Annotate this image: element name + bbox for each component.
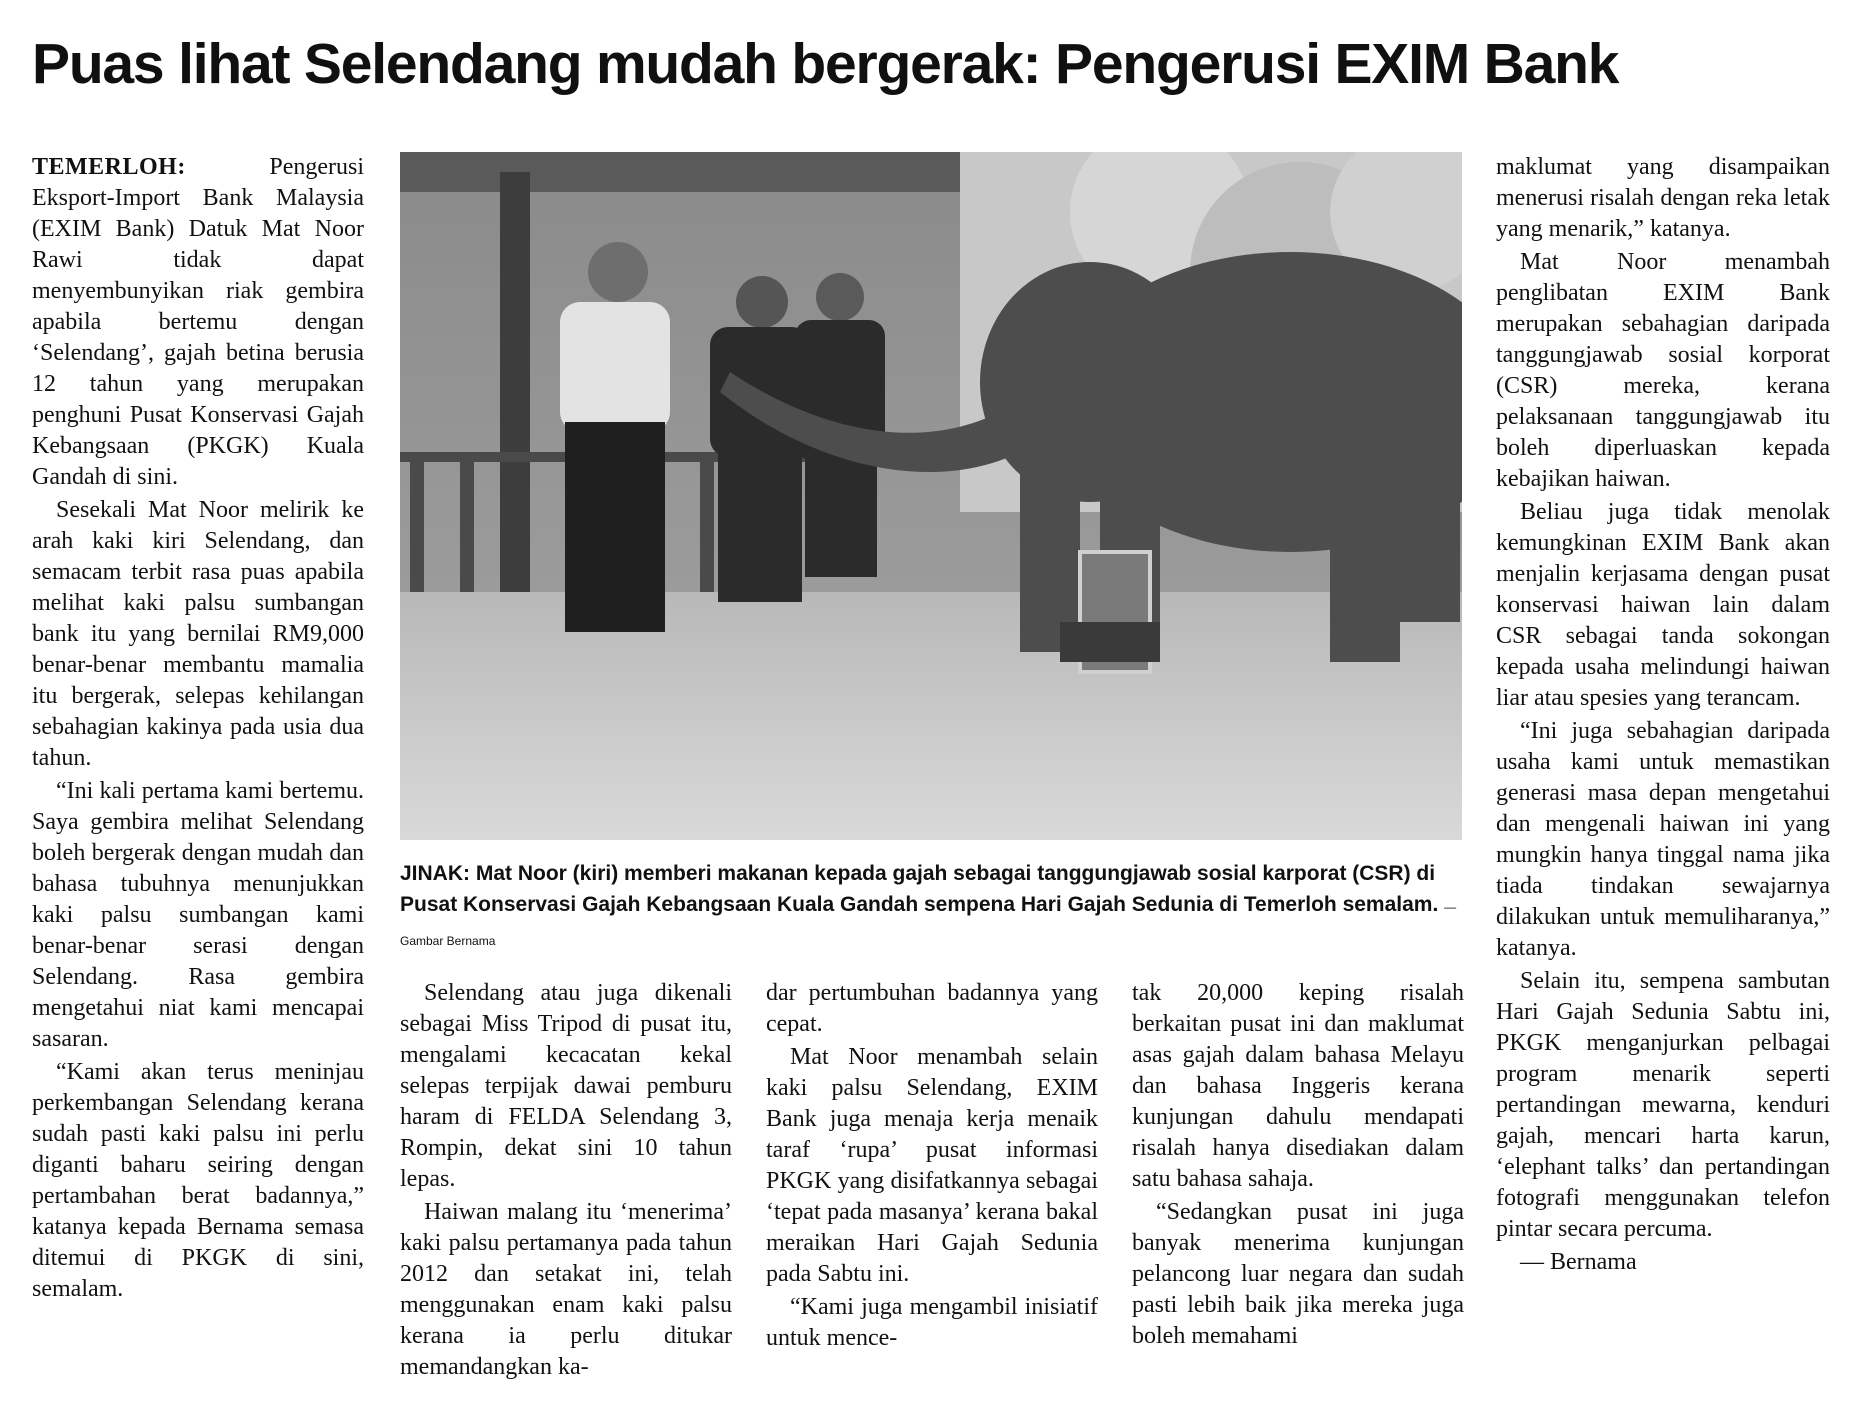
- news-photo-elephant: [400, 152, 1462, 840]
- paragraph: [32, 152, 364, 493]
- paragraph: Selendang atau juga dikenali sebagai Miss Tripod di pusat itu, mengalami kecacatan kekal selepas terpijak dawai pemburu haram di FELDA Selendang 3, Rompin, dekat sini 10 tahun lepas.: [400, 980, 732, 1192]
- paragraph-text: Pengerusi Eksport-Import Bank Malaysia (EXIM Bank) Datuk Mat Noor Rawi tidak dapat menyembunyikan riak gembira apabila bertemu dengan ‘Selendang’, gajah betina berusia 12 tahun yang merupakan penghuni Pusat Konservasi Gajah Kebangsaan (PKGK) Kuala Gandah di sini.: [32, 154, 364, 490]
- photo-caption: [400, 858, 1462, 957]
- paragraph: “Ini juga sebahagian daripada usaha kami untuk memastikan generasi masa depan mengetahui dan mengenali haiwan ini yang mungkin hanya tinggal nama jika tiada tindakan sewajarnya dilakukan untuk memuliharanya,” katanya.: [1496, 718, 1830, 961]
- paragraph: Mat Noor menambah penglibatan EXIM Bank merupakan sebahagian daripada tanggungjawab sosial korporat (CSR) mereka, kerana pelaksanaan tanggungjawab itu boleh diperluaskan kepada kebajikan haiwan.: [1496, 249, 1830, 492]
- paragraph: Beliau juga tidak menolak kemungkinan EXIM Bank akan menjalin kerjasama dengan pusat konservasi haiwan lain dalam CSR sebagai tanda sokongan kepada usaha melindungi haiwan liar atau spesies yang terancam.: [1496, 499, 1830, 711]
- paragraph: Mat Noor menambah selain kaki palsu Selendang, EXIM Bank juga menaja kerja menaik taraf ‘rupa’ pusat informasi PKGK yang disifatkannya sebagai ‘tepat pada masanya’ kerana bakal meraikan Hari Gajah Sedunia pada Sabtu ini.: [766, 1044, 1098, 1287]
- paragraph: Haiwan malang itu ‘menerima’ kaki palsu pertamanya pada tahun 2012 dan setakat ini, telah menggunakan enam kaki palsu kerana ia perlu ditukar memandangkan ka-: [400, 1199, 732, 1380]
- paragraph: “Kami juga mengambil inisiatif untuk mence-: [766, 1294, 1098, 1351]
- dateline: TEMERLOH:: [32, 154, 186, 180]
- caption-lead: JINAK:: [400, 862, 471, 885]
- caption-text: Mat Noor (kiri) memberi makanan kepada gajah sebagai tanggungjawab sosial karporat (CSR) di Pusat Konservasi Gajah Kebangsaan Kuala Gandah sempena Hari Gajah Sedunia di Temerloh semalam.: [400, 862, 1439, 916]
- paragraph: Sesekali Mat Noor melirik ke arah kaki kiri Selendang, dan semacam terbit rasa puas apabila melihat kaki palsu sumbangan bank itu yang bernilai RM9,000 benar-benar membantu mamalia itu bergerak, selepas kehilangan sebahagian kakinya pada usia dua tahun.: [32, 497, 364, 771]
- paragraph: “Sedangkan pusat ini juga banyak menerima kunjungan pelancong luar negara dan sudah pasti lebih baik jika mereka juga boleh memahami: [1132, 1199, 1464, 1349]
- headline: Puas lihat Selendang mudah bergerak: Pengerusi EXIM Bank: [32, 32, 1619, 96]
- article-column-3: [766, 978, 1098, 1356]
- article-column-2: [400, 978, 732, 1385]
- article-column-5: [1496, 152, 1830, 1280]
- signoff: — Bernama: [1520, 1249, 1637, 1275]
- article-column-1: [32, 152, 364, 1307]
- photo-credit: — Gambar Bernama: [400, 900, 1457, 948]
- paragraph: dar pertumbuhan badannya yang cepat.: [766, 980, 1098, 1037]
- paragraph: “Ini kali pertama kami bertemu. Saya gembira melihat Selendang boleh bergerak dengan mudah dan bahasa tubuhnya menunjukkan kaki palsu sumbangan kami benar-benar serasi dengan Selendang. Rasa gembira mengetahui niat kami mencapai sasaran.: [32, 778, 364, 1052]
- paragraph: tak 20,000 keping risalah berkaitan pusat ini dan maklumat asas gajah dalam bahasa Melayu dan bahasa Inggeris kerana kunjungan dahulu mendapati risalah hanya disediakan dalam satu bahasa sahaja.: [1132, 980, 1464, 1192]
- photo-illustration: [400, 152, 1462, 840]
- paragraph: maklumat yang disampaikan menerusi risalah dengan reka letak yang menarik,” katanya.: [1496, 154, 1830, 242]
- paragraph: “Kami akan terus meninjau perkembangan Selendang kerana sudah pasti kaki palsu ini perlu diganti baharu seiring dengan pertambahan berat badannya,” katanya kepada Bernama semasa ditemui di PKGK di sini, semalam.: [32, 1059, 364, 1302]
- paragraph: Selain itu, sempena sambutan Hari Gajah Sedunia Sabtu ini, PKGK menganjurkan pelbagai program menarik seperti pertandingan mewarna, kenduri gajah, mencari harta karun, ‘elephant talks’ dan pertandingan fotografi menggunakan telefon pintar secara percuma.: [1496, 968, 1830, 1242]
- article-column-4: [1132, 978, 1464, 1354]
